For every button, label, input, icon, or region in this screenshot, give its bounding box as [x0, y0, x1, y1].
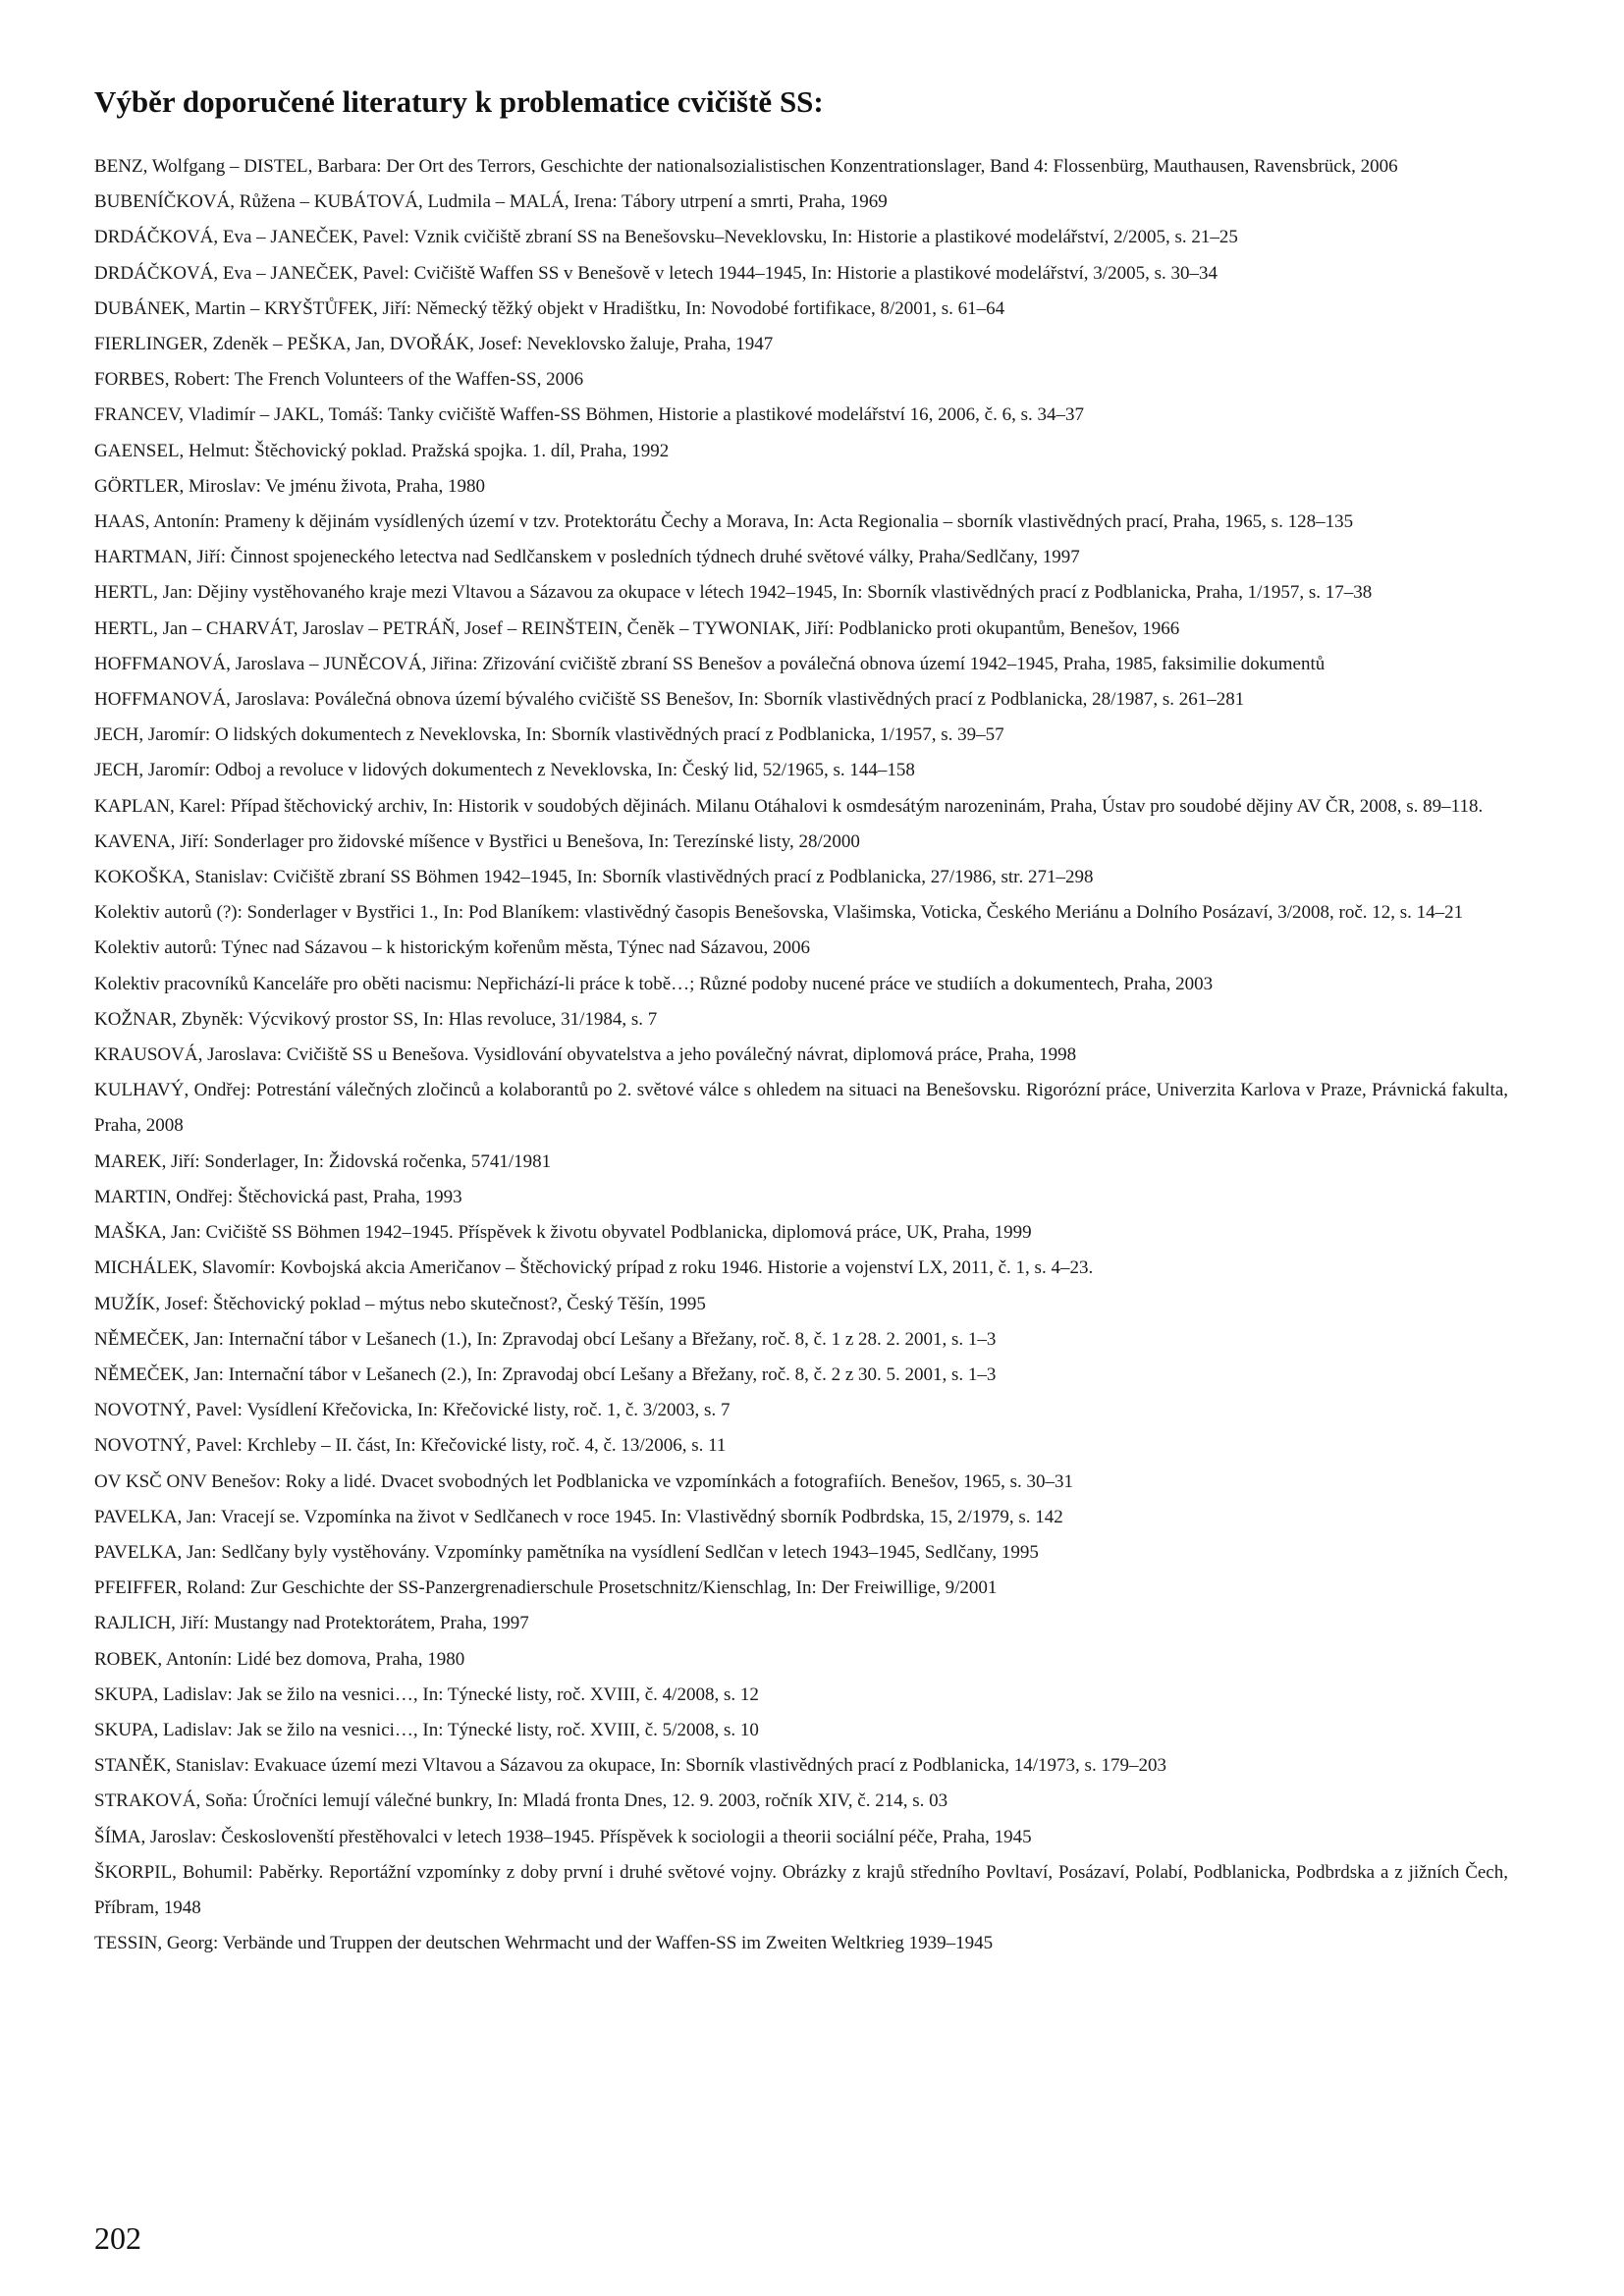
bibliography-entry: HOFFMANOVÁ, Jaroslava – JUNĚCOVÁ, Jiřina: Zřizování cvičiště zbraní SS Benešov a poválečná obnova území 1942–1945, Praha, 1985, faksimilie dokumentů: [94, 653, 1326, 674]
bibliography-entry: Kolektiv autorů (?): Sonderlager v Bystřici 1., In: Pod Blaníkem: vlastivědný časopis Benešovska, Vlašimska, Voticka, Českého Meriánu a Dolního Posázaví, 3/2008, roč. 12, s. 14–21: [94, 902, 1464, 924]
bibliography-entry: ŠÍMA, Jaroslav: Českoslovenští přestěhovalci v letech 1938–1945. Příspěvek k sociologii a theorii sociální péče, Praha, 1945: [94, 1826, 1032, 1847]
bibliography-entry: PAVELKA, Jan: Sedlčany byly vystěhovány. Vzpomínky pamětníka na vysídlení Sedlčan v letech 1943–1945, Sedlčany, 1995: [94, 1541, 1039, 1563]
bibliography-entry: RAJLICH, Jiří: Mustangy nad Protektorátem, Praha, 1997: [94, 1613, 529, 1634]
bibliography-entry: ROBEK, Antonín: Lidé bez domova, Praha, 1980: [94, 1648, 465, 1670]
bibliography-entry: NĚMEČEK, Jan: Internační tábor v Lešanech (1.), In: Zpravodaj obcí Lešany a Břežany, roč. 8, č. 1 z 28. 2. 2001, s. 1–3: [94, 1328, 997, 1350]
bibliography-entry: FIERLINGER, Zdeněk – PEŠKA, Jan, DVOŘÁK, Josef: Neveklovsko žaluje, Praha, 1947: [94, 334, 774, 355]
bibliography-entry: NOVOTNÝ, Pavel: Krchleby – II. část, In: Křečovické listy, roč. 4, č. 13/2006, s. 11: [94, 1435, 727, 1457]
bibliography-entry: OV KSČ ONV Benešov: Roky a lidé. Dvacet svobodných let Podblanicka ve vzpomínkách a fotografiích. Benešov, 1965, s. 30–31: [94, 1470, 1073, 1492]
bibliography-entry: NĚMEČEK, Jan: Internační tábor v Lešanech (2.), In: Zpravodaj obcí Lešany a Břežany, roč. 8, č. 2 z 30. 5. 2001, s. 1–3: [94, 1363, 997, 1385]
bibliography-entry: KRAUSOVÁ, Jaroslava: Cvičiště SS u Benešova. Vysidlování obyvatelstva a jeho poválečný návrat, diplomová práce, Praha, 1998: [94, 1044, 1077, 1066]
bibliography-entry: JECH, Jaromír: Odboj a revoluce v lidových dokumentech z Neveklovska, In: Český lid, 52/1965, s. 144–158: [94, 760, 915, 781]
bibliography-entry: HERTL, Jan: Dějiny vystěhovaného kraje mezi Vltavou a Sázavou za okupace v létech 1942–1945, In: Sborník vlastivědných prací z Podblanicka, Praha, 1/1957, s. 17–38: [94, 582, 1373, 604]
bibliography-entry: SKUPA, Ladislav: Jak se žilo na vesnici…, In: Týnecké listy, roč. XVIII, č. 4/2008, s. 12: [94, 1683, 759, 1705]
bibliography-entry: MUŽÍK, Josef: Štěchovický poklad – mýtus nebo skutečnost?, Český Těšín, 1995: [94, 1293, 706, 1314]
bibliography-list: [94, 149, 1508, 1961]
bibliography-entry: MAŠKA, Jan: Cvičiště SS Böhmen 1942–1945. Příspěvek k životu obyvatel Podblanicka, diplomová práce, UK, Praha, 1999: [94, 1222, 1032, 1244]
bibliography-entry: NOVOTNÝ, Pavel: Vysídlení Křečovicka, In: Křečovické listy, roč. 1, č. 3/2003, s. 7: [94, 1400, 731, 1421]
bibliography-entry: KAPLAN, Karel: Případ štěchovický archiv, In: Historik v soudobých dějinách. Milanu Otáhalovi k osmdesátým narozeninám, Praha, Ústav pro soudobé dějiny AV ČR, 2008, s. 89–118.: [94, 795, 1484, 817]
bibliography-entry: MAREK, Jiří: Sonderlager, In: Židovská ročenka, 5741/1981: [94, 1150, 552, 1172]
bibliography-entry: PFEIFFER, Roland: Zur Geschichte der SS-Panzergrenadierschule Prosetschnitz/Kienschlag, In: Der Freiwillige, 9/2001: [94, 1577, 998, 1599]
page-number: 202: [94, 2220, 141, 2256]
bibliography-entry: JECH, Jaromír: O lidských dokumentech z Neveklovska, In: Sborník vlastivědných prací z Podblanicka, 1/1957, s. 39–57: [94, 724, 1004, 746]
bibliography-entry: KAVENA, Jiří: Sonderlager pro židovské míšence v Bystřici u Benešova, In: Terezínské listy, 28/2000: [94, 830, 860, 852]
bibliography-entry: STANĚK, Stanislav: Evakuace území mezi Vltavou a Sázavou za okupace, In: Sborník vlastivědných prací z Podblanicka, 14/1973, s. 179–203: [94, 1755, 1166, 1777]
bibliography-entry: Kolektiv autorů: Týnec nad Sázavou – k historickým kořenům města, Týnec nad Sázavou, 2006: [94, 937, 811, 959]
bibliography-entry: KOKOŠKA, Stanislav: Cvičiště zbraní SS Böhmen 1942–1945, In: Sborník vlastivědných prací z Podblanicka, 27/1986, str. 271–298: [94, 867, 1094, 888]
bibliography-entry: DRDÁČKOVÁ, Eva – JANEČEK, Pavel: Cvičiště Waffen SS v Benešově v letech 1944–1945, In: Historie a plastikové modelářství, 3/2005, s. 30–34: [94, 262, 1218, 284]
bibliography-entry: DUBÁNEK, Martin – KRYŠTŮFEK, Jiří: Německý těžký objekt v Hradištku, In: Novodobé fortifikace, 8/2001, s. 61–64: [94, 297, 1005, 319]
bibliography-entry: HOFFMANOVÁ, Jaroslava: Poválečná obnova území bývalého cvičiště SS Benešov, In: Sborník vlastivědných prací z Podblanicka, 28/1987, s. 261–281: [94, 689, 1245, 711]
bibliography-entry: MARTIN, Ondřej: Štěchovická past, Praha, 1993: [94, 1186, 462, 1207]
bibliography-entry: SKUPA, Ladislav: Jak se žilo na vesnici…, In: Týnecké listy, roč. XVIII, č. 5/2008, s. 10: [94, 1719, 759, 1740]
bibliography-entry: STRAKOVÁ, Soňa: Úročníci lemují válečné bunkry, In: Mladá fronta Dnes, 12. 9. 2003, ročník XIV, č. 214, s. 03: [94, 1790, 948, 1812]
bibliography-entry: MICHÁLEK, Slavomír: Kovbojská akcia Američanov – Štěchovický prípad z roku 1946. Historie a vojenství LX, 2011, č. 1, s. 4–23.: [94, 1257, 1094, 1279]
bibliography-entry: PAVELKA, Jan: Vracejí se. Vzpomínka na život v Sedlčanech v roce 1945. In: Vlastivědný sborník Podbrdska, 15, 2/1979, s. 142: [94, 1506, 1063, 1527]
bibliography-entry: GÖRTLER, Miroslav: Ve jménu života, Praha, 1980: [94, 475, 485, 497]
bibliography-entry: KULHAVÝ, Ondřej: Potrestání válečných zločinců a kolaborantů po 2. světové válce s ohledem na situaci na Benešovsku. Rigorózní práce, Univerzita Karlova v Praze, Právnická fakulta, Praha, 2008: [94, 1080, 1508, 1137]
bibliography-entry: BUBENÍČKOVÁ, Růžena – KUBÁTOVÁ, Ludmila – MALÁ, Irena: Tábory utrpení a smrti, Praha, 1969: [94, 191, 888, 213]
bibliography-entry: ŠKORPIL, Bohumil: Paběrky. Reportážní vzpomínky z doby první i druhé světové vojny. Obrázky z krajů středního Povltaví, Posázaví, Polabí, Podblanicka, Podbrdska a z jižních Čech, Příbram, 1948: [94, 1861, 1508, 1918]
bibliography-entry: HAAS, Antonín: Prameny k dějinám vysídlených území v tzv. Protektorátu Čechy a Morava, In: Acta Regionalia – sborník vlastivědných prací, Praha, 1965, s. 128–135: [94, 511, 1354, 533]
bibliography-entry: Kolektiv pracovníků Kanceláře pro oběti nacismu: Nepřichází-li práce k tobě…; Různé podoby nucené práce ve studiích a dokumentech, Praha, 2003: [94, 973, 1214, 994]
bibliography-entry: HARTMAN, Jiří: Činnost spojeneckého letectva nad Sedlčanskem v posledních týdnech druhé světové války, Praha/Sedlčany, 1997: [94, 547, 1080, 568]
bibliography-entry: FRANCEV, Vladimír – JAKL, Tomáš: Tanky cvičiště Waffen-SS Böhmen, Historie a plastikové modelářství 16, 2006, č. 6, s. 34–37: [94, 404, 1085, 426]
bibliography-entry: GAENSEL, Helmut: Štěchovický poklad. Pražská spojka. 1. díl, Praha, 1992: [94, 440, 670, 461]
bibliography-entry: DRDÁČKOVÁ, Eva – JANEČEK, Pavel: Vznik cvičiště zbraní SS na Benešovsku–Neveklovsku, In: Historie a plastikové modelářství, 2/2005, s. 21–25: [94, 227, 1238, 248]
bibliography-entry: TESSIN, Georg: Verbände und Truppen der deutschen Wehrmacht und der Waffen-SS im Zweiten Weltkrieg 1939–1945: [94, 1933, 994, 1954]
bibliography-entry: KOŽNAR, Zbyněk: Výcvikový prostor SS, In: Hlas revoluce, 31/1984, s. 7: [94, 1008, 658, 1030]
bibliography-entry: FORBES, Robert: The French Volunteers of the Waffen-SS, 2006: [94, 369, 584, 391]
page-title: Výběr doporučené literatury k problematice cvičiště SS:: [94, 84, 824, 119]
bibliography-entry: HERTL, Jan – CHARVÁT, Jaroslav – PETRÁŇ, Josef – REINŠTEIN, Čeněk – TYWONIAK, Jiří: Podblanicko proti okupantům, Benešov, 1966: [94, 617, 1180, 639]
bibliography-entry: BENZ, Wolfgang – DISTEL, Barbara: Der Ort des Terrors, Geschichte der nationalsozialistischen Konzentrationslager, Band 4: Flossenbürg, Mauthausen, Ravensbrück, 2006: [94, 156, 1398, 177]
